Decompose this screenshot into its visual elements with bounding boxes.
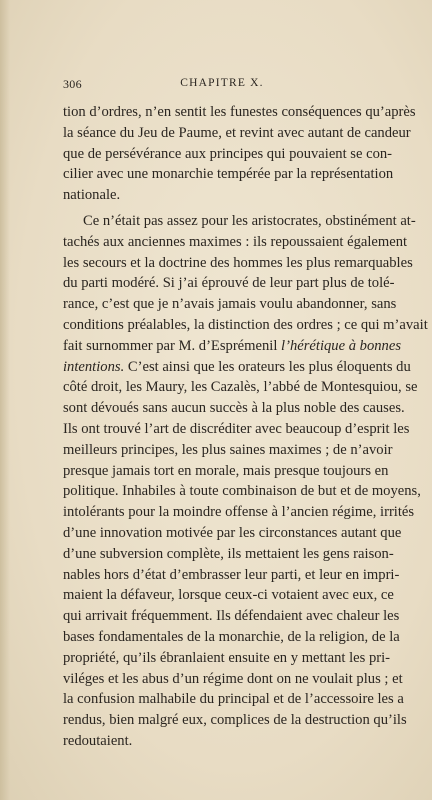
text-line: bases fondamentales de la monarchie, de la religion, de la (63, 628, 400, 645)
text-line: d’une subversion complète, ils mettaient les gens raison- (63, 545, 394, 562)
text-line-mixed (63, 357, 411, 378)
text-line: cilier avec une monarchie tempérée par la représentation (63, 166, 394, 183)
body-text (63, 102, 428, 752)
text-line: maient la défaveur, lorsque ceux-ci votaient avec eux, ce (63, 587, 394, 604)
text-line: du parti modéré. Si j’ai éprouvé de leur part plus de tolé- (63, 275, 395, 292)
text-line: les secours et la doctrine des hommes les plus remarquables (63, 254, 413, 271)
text-line: la séance du Jeu de Paume, et revint avec autant de candeur (63, 124, 411, 141)
text-line: presque jamais tort en morale, mais presque toujours en (63, 462, 389, 479)
text-line: nables hors d’état d’embrasser leur parti, et leur en impri- (63, 566, 400, 583)
running-head: CHAPITRE X. (180, 77, 264, 89)
paragraph-1 (63, 102, 416, 206)
text-line: nationale. (63, 187, 121, 204)
text-line: côté droit, les Maury, les Cazalès, l’abbé de Montesquiou, se (63, 379, 418, 396)
text-line: rendus, bien malgré eux, complices de la destruction qu’ils (63, 712, 407, 729)
text-line-mixed (63, 336, 402, 357)
text-line: tion d’ordres, n’en sentit les funestes conséquences qu’après (63, 104, 416, 120)
text-segment: fait surnommer par M. d’Esprémenil (63, 337, 278, 354)
italic-phrase: l’hérétique à bonnes (281, 337, 402, 354)
text-line: tachés aux anciennes maximes : ils repoussaient également (63, 233, 408, 250)
text-line: rance, c’est que je n’avais jamais voulu abandonner, sans (63, 296, 397, 313)
text-line: sont dévoués sans aucun succès à la plus noble des causes. (63, 400, 405, 417)
text-line: la confusion malhabile du principal et de l’accessoire les a (63, 691, 404, 708)
text-line: politique. Inhabiles à toute combinaison de but et de moyens, (63, 483, 421, 500)
page-number: 306 (63, 77, 82, 91)
text-line: que de persévérance aux principes qui pouvaient se con- (63, 145, 393, 162)
text-line: propriété, qu’ils ébranlaient ensuite en y mettant les pri- (63, 649, 391, 666)
text-segment: C’est ainsi que les orateurs les plus éloquents du (124, 358, 411, 375)
italic-phrase: intentions. (63, 358, 125, 375)
paragraph-2 (63, 211, 428, 752)
page-gutter-shadow (0, 0, 10, 800)
text-line: redoutaient. (63, 732, 133, 749)
page-header (63, 77, 381, 95)
text-line: qui arrivait fréquemment. Ils défendaient avec chaleur les (63, 608, 400, 625)
text-line: intolérants pour la moindre offense à l’ancien régime, irrités (63, 504, 415, 521)
text-line: d’une innovation motivée par les circonstances autant que (63, 524, 402, 541)
text-line: Ce n’était pas assez pour les aristocrates, obstinément at- (83, 212, 416, 229)
text-line: meilleurs principes, les plus saines maximes ; de n’avoir (63, 441, 393, 458)
text-line: Ils ont trouvé l’art de discréditer avec beaucoup d’esprit les (63, 420, 410, 437)
text-line: viléges et les abus d’un régime dont on ne voulait plus ; et (63, 670, 403, 687)
text-line: conditions préalables, la distinction des ordres ; ce qui m’avait (63, 316, 428, 333)
